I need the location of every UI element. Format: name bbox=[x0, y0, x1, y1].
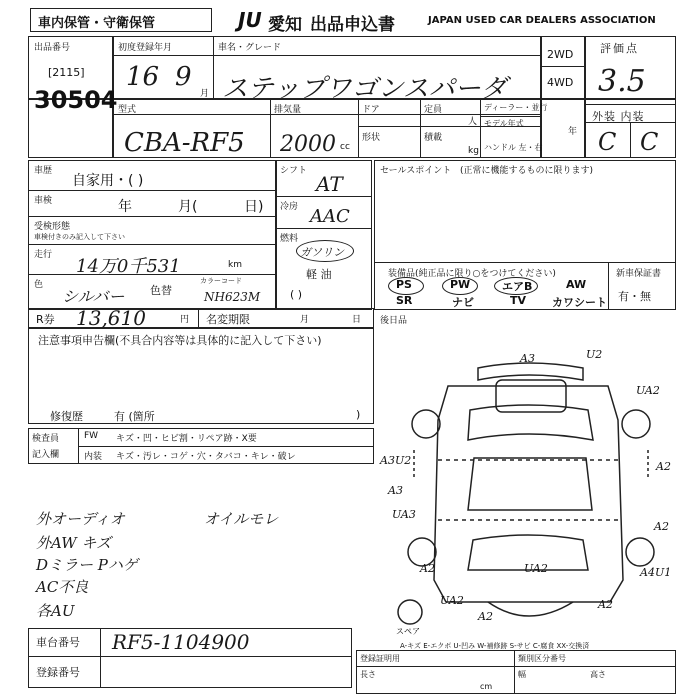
registration-year: 16 bbox=[126, 62, 160, 92]
repair-value: 有 (箇所 bbox=[114, 410, 155, 423]
inspector-label1: 検査員 bbox=[32, 434, 60, 444]
new-car-value: 有・無 bbox=[618, 290, 651, 303]
score-label: 評価点 bbox=[600, 42, 639, 55]
inspector-row1-label: FW bbox=[84, 431, 99, 441]
equipment-label: 装備品(純正品に限り○をつけてください) bbox=[388, 269, 556, 279]
door-label: ドア bbox=[362, 105, 380, 115]
mark-ua2-bottom: UA2 bbox=[440, 594, 464, 607]
color-label: 色 bbox=[34, 280, 44, 290]
equip-ps: PS bbox=[396, 278, 412, 291]
remark-3: 外AW キズ bbox=[36, 534, 112, 552]
fuel-label: 燃料 bbox=[280, 234, 299, 244]
mark-a2-right2: A2 bbox=[654, 520, 669, 533]
storage-label: 車内保管・守衛保管 bbox=[38, 16, 156, 31]
registration-label: 初度登録年月 bbox=[118, 43, 173, 53]
mark-a3u2-left: A3U2 bbox=[380, 454, 412, 467]
remark-6: 各AU bbox=[36, 602, 75, 620]
name-change-month: 月 bbox=[300, 315, 310, 325]
recycle-unit: 円 bbox=[180, 315, 190, 325]
diagram-legend: A-キズ E-エクボ U-凹み W-補修跡 S-サビ C-腐食 XX-交換済 bbox=[400, 642, 590, 650]
title-prefix: 愛知 bbox=[268, 15, 302, 35]
spare-label: スペア bbox=[396, 627, 420, 636]
shift-label: シフト bbox=[280, 166, 308, 176]
ac-value: AAC bbox=[310, 206, 350, 227]
registration-no-label: 登録番号 bbox=[36, 666, 80, 679]
ac-label: 冷房 bbox=[280, 202, 299, 212]
shape-label: 形状 bbox=[362, 133, 381, 143]
mark-a2-left: A2 bbox=[420, 562, 435, 575]
mark-ua2-right: UA2 bbox=[636, 384, 660, 397]
handle-label: ハンドル 左・右 bbox=[484, 143, 543, 152]
displacement-label: 排気量 bbox=[274, 105, 302, 115]
equip-pw: PW bbox=[450, 278, 471, 291]
remark-2: オイルモレ bbox=[204, 510, 279, 528]
inspection-label: 車検 bbox=[34, 196, 53, 206]
ext-int-label: 外装 内装 bbox=[592, 110, 645, 123]
registration-month-unit: 月 bbox=[200, 89, 210, 99]
capacity-label: 積載 bbox=[424, 133, 443, 143]
mark-a3-top: A3 bbox=[520, 352, 535, 365]
name-change-label: 名変期限 bbox=[206, 313, 250, 326]
equipment-grid bbox=[380, 278, 606, 310]
history-value: 自家用・( ) bbox=[72, 173, 144, 189]
inspector-row2-label: 内装 bbox=[84, 452, 103, 462]
lot-label: 出品番号 bbox=[34, 43, 71, 53]
model-label: 型式 bbox=[118, 105, 137, 115]
page-title: 出品申込書 bbox=[310, 15, 395, 35]
recolor-label: 色替 bbox=[150, 284, 172, 297]
dealer-label: ディーラー・並行 bbox=[484, 103, 548, 112]
rear-seat-label: 後日品 bbox=[380, 316, 408, 326]
mark-u2-top: U2 bbox=[586, 348, 603, 361]
repair-label: 修復歴 bbox=[50, 410, 83, 423]
registration-month: 9 bbox=[175, 62, 192, 92]
drive-4wd: 4WD bbox=[547, 76, 574, 89]
mark-a2-bottom-right: A2 bbox=[598, 598, 613, 611]
equip-navi: ナビ bbox=[452, 296, 474, 309]
fuel-gasoline: ガソリン bbox=[300, 246, 344, 259]
model-value: CBA-RF5 bbox=[124, 128, 245, 158]
displacement-unit: cc bbox=[340, 142, 350, 152]
reception-note: 車検付きのみ記入して下さい bbox=[34, 233, 125, 241]
mark-a2-right: A2 bbox=[656, 460, 671, 473]
category-label: 類別区分番号 bbox=[518, 654, 566, 663]
notes-label: 注意事項申告欄(不具合内容等は具体的に記入して下さい) bbox=[38, 334, 322, 347]
ju-logo: JU bbox=[238, 8, 262, 32]
mark-a2-bottom: A2 bbox=[478, 610, 493, 623]
fuel-paren: ( ) bbox=[290, 288, 303, 301]
inspection-year: 年 bbox=[118, 199, 132, 215]
drive-2wd: 2WD bbox=[547, 48, 574, 61]
capacity-unit: kg bbox=[468, 146, 479, 156]
mileage-label: 走行 bbox=[34, 250, 53, 260]
vehicle-name-label: 車名・グレード bbox=[218, 43, 282, 53]
year-unit: 年 bbox=[568, 127, 578, 137]
inspector-label2: 記入欄 bbox=[32, 450, 60, 460]
seats-label: 定員 bbox=[424, 105, 443, 115]
vehicle-name-value: ステップワゴンスパーダ bbox=[222, 74, 507, 104]
bottom-table bbox=[356, 650, 676, 694]
mark-a3-left: A3 bbox=[388, 484, 403, 497]
seats-unit: 人 bbox=[468, 117, 478, 127]
inspection-month: 月( bbox=[178, 199, 198, 215]
new-car-label: 新車保証書 bbox=[616, 269, 662, 279]
mark-a4u1: A4U1 bbox=[640, 566, 672, 579]
remark-1: 外オーディオ bbox=[36, 510, 125, 528]
fuel-diesel: 軽 油 bbox=[306, 268, 332, 281]
inspection-day: 日) bbox=[244, 199, 264, 215]
title-en: JAPAN USED CAR DEALERS ASSOCIATION bbox=[428, 15, 656, 26]
mark-ua2-center: UA2 bbox=[524, 562, 548, 575]
sales-point-note: (正常に機能するものに限ります) bbox=[460, 166, 594, 176]
sales-point-label: セールスポイント bbox=[380, 166, 452, 176]
cert-label: 登録証明用 bbox=[360, 654, 400, 663]
car-diagram bbox=[378, 340, 678, 640]
inspector-row2: キズ・汚レ・コゲ・穴・タバコ・キレ・破レ bbox=[116, 452, 296, 462]
displacement-value: 2000 bbox=[280, 132, 336, 157]
equip-airbag: エアB bbox=[502, 280, 533, 293]
mark-ua3-left: UA3 bbox=[392, 508, 416, 521]
score-value: 3.5 bbox=[598, 64, 646, 99]
chassis-value: RF5-1104900 bbox=[112, 630, 250, 654]
color-code-label: カラーコード bbox=[200, 277, 242, 285]
chassis-label: 車台番号 bbox=[36, 636, 80, 649]
color-code-value: NH623M bbox=[204, 290, 261, 304]
interior-score: C bbox=[640, 128, 659, 156]
lot-number: 30504 bbox=[34, 86, 118, 114]
lot-sub-number: [2115] bbox=[48, 66, 85, 79]
history-label: 車歴 bbox=[34, 166, 53, 176]
inspector-row1: キズ・凹・ヒビ割・リペア跡・X要 bbox=[116, 434, 257, 444]
recycle-value: 13,610 bbox=[76, 306, 146, 330]
mileage-unit: km bbox=[228, 260, 242, 270]
color-value: シルバー bbox=[62, 287, 125, 306]
remark-4: Dミラー Pハゲ bbox=[36, 556, 138, 574]
fuel-circle bbox=[296, 240, 354, 262]
mileage-value: 14万0千531 bbox=[76, 256, 181, 277]
equip-aw: AW bbox=[566, 278, 587, 291]
height-label: 高さ bbox=[590, 670, 606, 679]
reception-label: 受検形態 bbox=[34, 222, 71, 232]
remark-5: AC不良 bbox=[36, 578, 89, 596]
equip-tv: TV bbox=[510, 294, 527, 307]
width-label: 幅 bbox=[518, 670, 526, 679]
model-year-label: モデル年式 bbox=[484, 119, 524, 128]
name-change-day: 日 bbox=[352, 315, 362, 325]
exterior-score: C bbox=[598, 128, 617, 156]
length-label: 長さ bbox=[360, 670, 376, 679]
cm-label: cm bbox=[480, 682, 493, 691]
recycle-label: R券 bbox=[36, 313, 55, 326]
equip-sr: SR bbox=[396, 294, 413, 307]
equip-kawa: カワシート bbox=[552, 296, 607, 309]
shift-value: AT bbox=[316, 172, 343, 196]
